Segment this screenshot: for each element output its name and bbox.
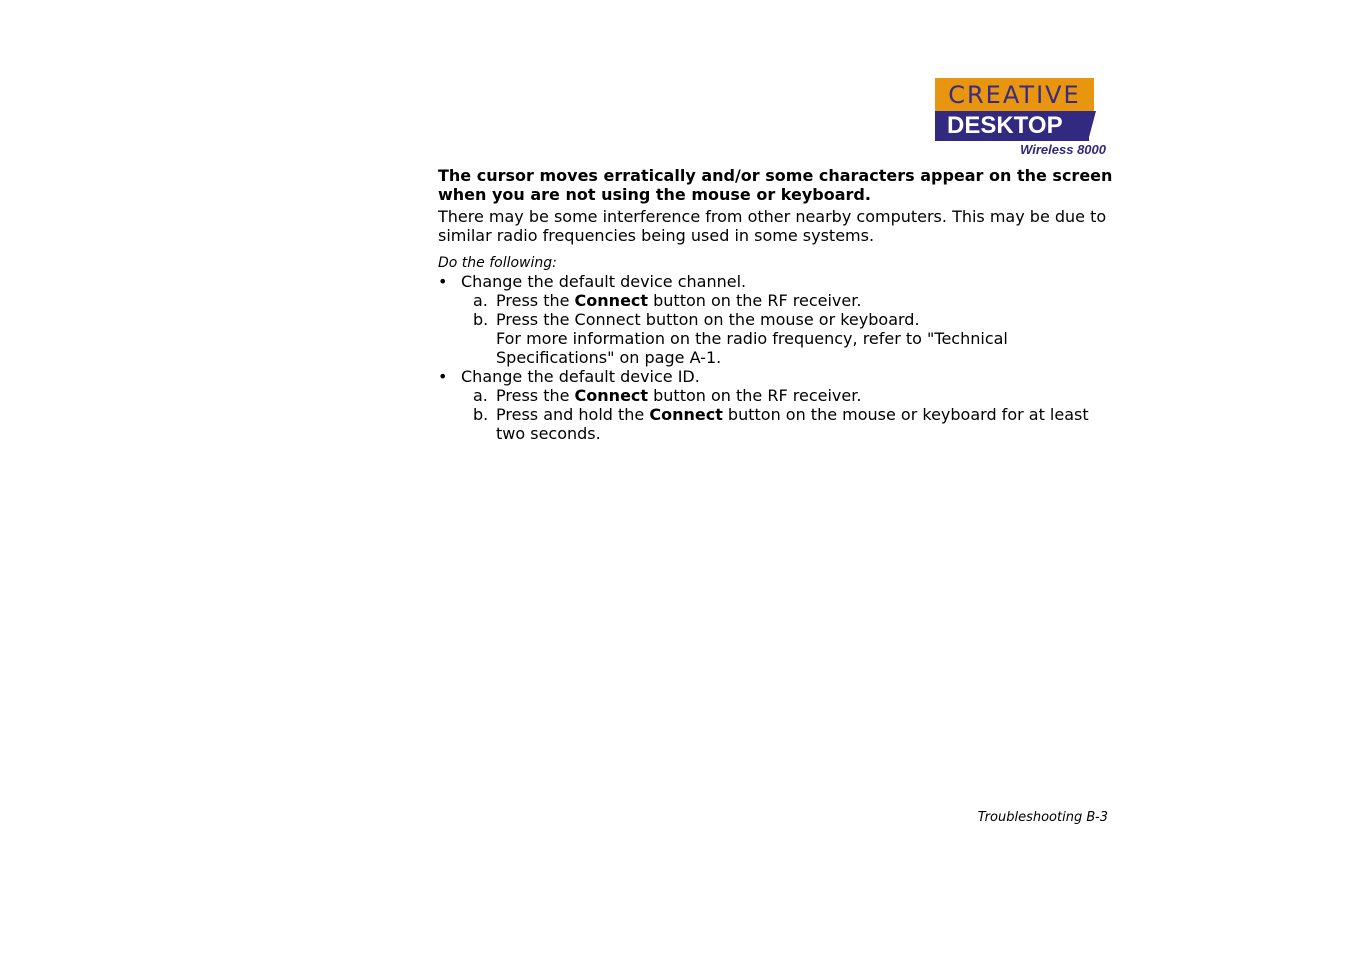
creative-desktop-logo bbox=[935, 78, 1110, 160]
step-item bbox=[438, 386, 1113, 405]
logo-model: Wireless 8000 bbox=[1020, 142, 1106, 157]
logo-product: DESKTOP bbox=[935, 111, 1089, 141]
step-text-post: button on the mouse or keyboard for at least two seconds. bbox=[496, 405, 1089, 443]
section-heading: The cursor moves erratically and/or some characters appear on the screen when you are not using the mouse or keyboard. bbox=[438, 166, 1113, 204]
step-text-post: button on the RF receiver. bbox=[648, 386, 862, 405]
lead-text: Do the following: bbox=[438, 255, 557, 271]
bullet-text: Change the default device ID. bbox=[461, 367, 700, 386]
step-item bbox=[438, 291, 1113, 310]
step-text-pre: Press and hold the bbox=[496, 405, 650, 424]
bullet-text: Change the default device channel. bbox=[461, 272, 747, 291]
step-text-pre: Press the bbox=[496, 386, 575, 405]
logo-brand: CREATIVE bbox=[935, 78, 1094, 113]
step-text-pre: Press the Connect button on the mouse or keyboard. bbox=[496, 310, 920, 329]
bullet-item bbox=[438, 367, 1113, 443]
step-text-bold: Connect bbox=[649, 405, 723, 424]
bullet-icon: • bbox=[438, 367, 448, 386]
bullet-item bbox=[438, 272, 1113, 367]
page-footer: Troubleshooting B-3 bbox=[977, 810, 1108, 825]
step-marker: a. bbox=[473, 386, 488, 405]
step-item bbox=[438, 310, 1113, 367]
logo-tail bbox=[1088, 111, 1096, 141]
step-marker: a. bbox=[473, 291, 488, 310]
step-item bbox=[438, 405, 1113, 443]
step-text-bold: Connect bbox=[574, 386, 649, 405]
step-marker: b. bbox=[473, 310, 489, 329]
step-note: For more information on the radio frequency, refer to "Technical Specifications" on page A-1. bbox=[496, 329, 1008, 367]
step-text-pre: Press the bbox=[496, 291, 575, 310]
bullet-icon: • bbox=[438, 272, 448, 291]
step-text-bold: Connect bbox=[574, 291, 649, 310]
step-marker: b. bbox=[473, 405, 489, 424]
step-text-post: button on the RF receiver. bbox=[648, 291, 862, 310]
main-content bbox=[438, 166, 1113, 443]
intro-paragraph: There may be some interference from other nearby computers. This may be due to similar radio frequencies being used in some systems. bbox=[438, 207, 1107, 245]
